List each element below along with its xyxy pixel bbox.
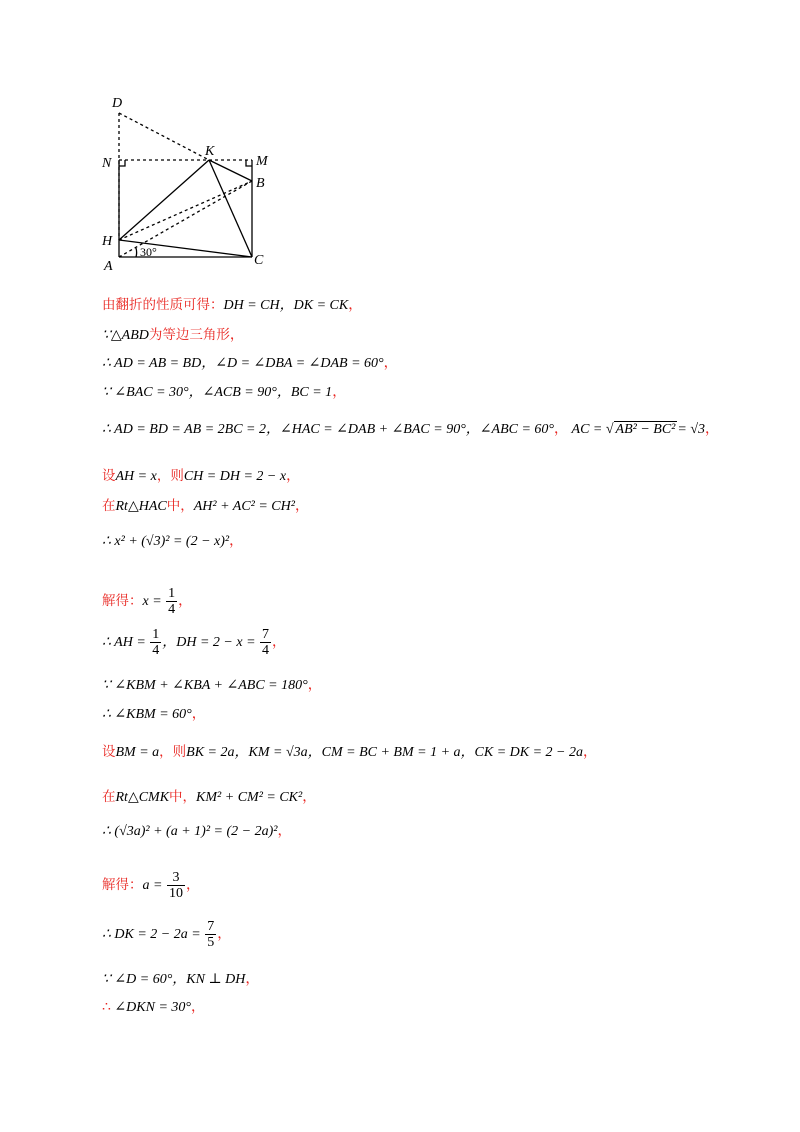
- solution-line-2: ∵△ABD为等边三角形，: [102, 327, 244, 343]
- solution-line-5: ∴ AD = BD = AB = 2BC = 2，∠HAC = ∠DAB + ∠BAC = 90°，∠ABC = 60°， AC = √ AB² − BC² = √3，: [102, 422, 720, 437]
- solution-line-14: 在Rt△CMK中，KM² + CM² = CK²，: [102, 789, 317, 805]
- label-B: B: [256, 176, 265, 191]
- fraction: $\frac{1}{4}$: [152, 627, 160, 659]
- solution-line-6: 设AH = x，则CH = DH = 2 − x，: [102, 468, 301, 484]
- fraction: $\frac{3}{10}$: [168, 870, 183, 902]
- solution-line-9: 解得：x = $\frac{1}{4}$ ，: [102, 586, 193, 618]
- angle-label-30: 30°: [140, 245, 157, 259]
- fraction: $\frac{1}{4}$: [168, 586, 176, 618]
- solution-line-15: ∴ (√3a)² + (a + 1)² = (2 − 2a)²，: [102, 824, 292, 839]
- solution-line-18: ∵ ∠D = 60°，KN ⊥ DH，: [102, 972, 260, 987]
- solution-line-16: 解得：a = $\frac{3}{10}$ ，: [102, 870, 200, 902]
- label-D: D: [112, 96, 123, 111]
- solution-line-4: ∵ ∠BAC = 30°，∠ACB = 90°，BC = 1，: [102, 385, 347, 400]
- solution-line-10: ∴ AH = $\frac{1}{4}$ ，DH = 2 − x = $\frac{7}{4}$ ，: [102, 627, 287, 659]
- label-K: K: [205, 144, 215, 159]
- solution-line-12: ∴ ∠KBM = 60°，: [102, 707, 206, 722]
- segment-HC: [119, 240, 252, 257]
- solution-line-1: 由翻折的性质可得：DH = CH，DK = CK，: [102, 297, 363, 313]
- right-angle-M: [246, 160, 252, 166]
- solution-line-7: 在Rt△HAC中，AH² + AC² = CH²，: [102, 498, 309, 514]
- fraction: $\frac{7}{4}$: [262, 627, 270, 659]
- solution-line-3: ∴ AD = AB = BD，∠D = ∠DBA = ∠DAB = 60°，: [102, 356, 398, 371]
- segment-KC: [209, 160, 252, 257]
- solution-line-19: ∴ ∠DKN = 30°，: [102, 1000, 205, 1015]
- solution-line-8: ∴ x² + (√3)² = (2 − x)²，: [102, 534, 244, 549]
- solution-line-11: ∵ ∠KBM + ∠KBA + ∠ABC = 180°，: [102, 678, 322, 693]
- fraction: $\frac{7}{5}$: [207, 919, 215, 951]
- label-H: H: [102, 234, 113, 249]
- angle-arc-A: [136, 248, 137, 257]
- label-A: A: [104, 259, 113, 274]
- solution-line-13: 设BM = a，则BK = 2a，KM = √3a，CM = BC + BM = 1 + a，CK = DK = 2 − 2a，: [102, 744, 597, 760]
- solution-line-17: ∴ DK = 2 − 2a = $\frac{7}{5}$ ，: [102, 919, 232, 951]
- label-N: N: [102, 156, 112, 171]
- right-angle-N: [119, 160, 125, 166]
- segment-AB: [119, 181, 252, 257]
- label-M: M: [256, 154, 268, 169]
- segment-HK: [119, 160, 209, 240]
- segment-DK: [119, 113, 209, 160]
- geometry-figure: [96, 88, 296, 278]
- label-C: C: [254, 253, 264, 268]
